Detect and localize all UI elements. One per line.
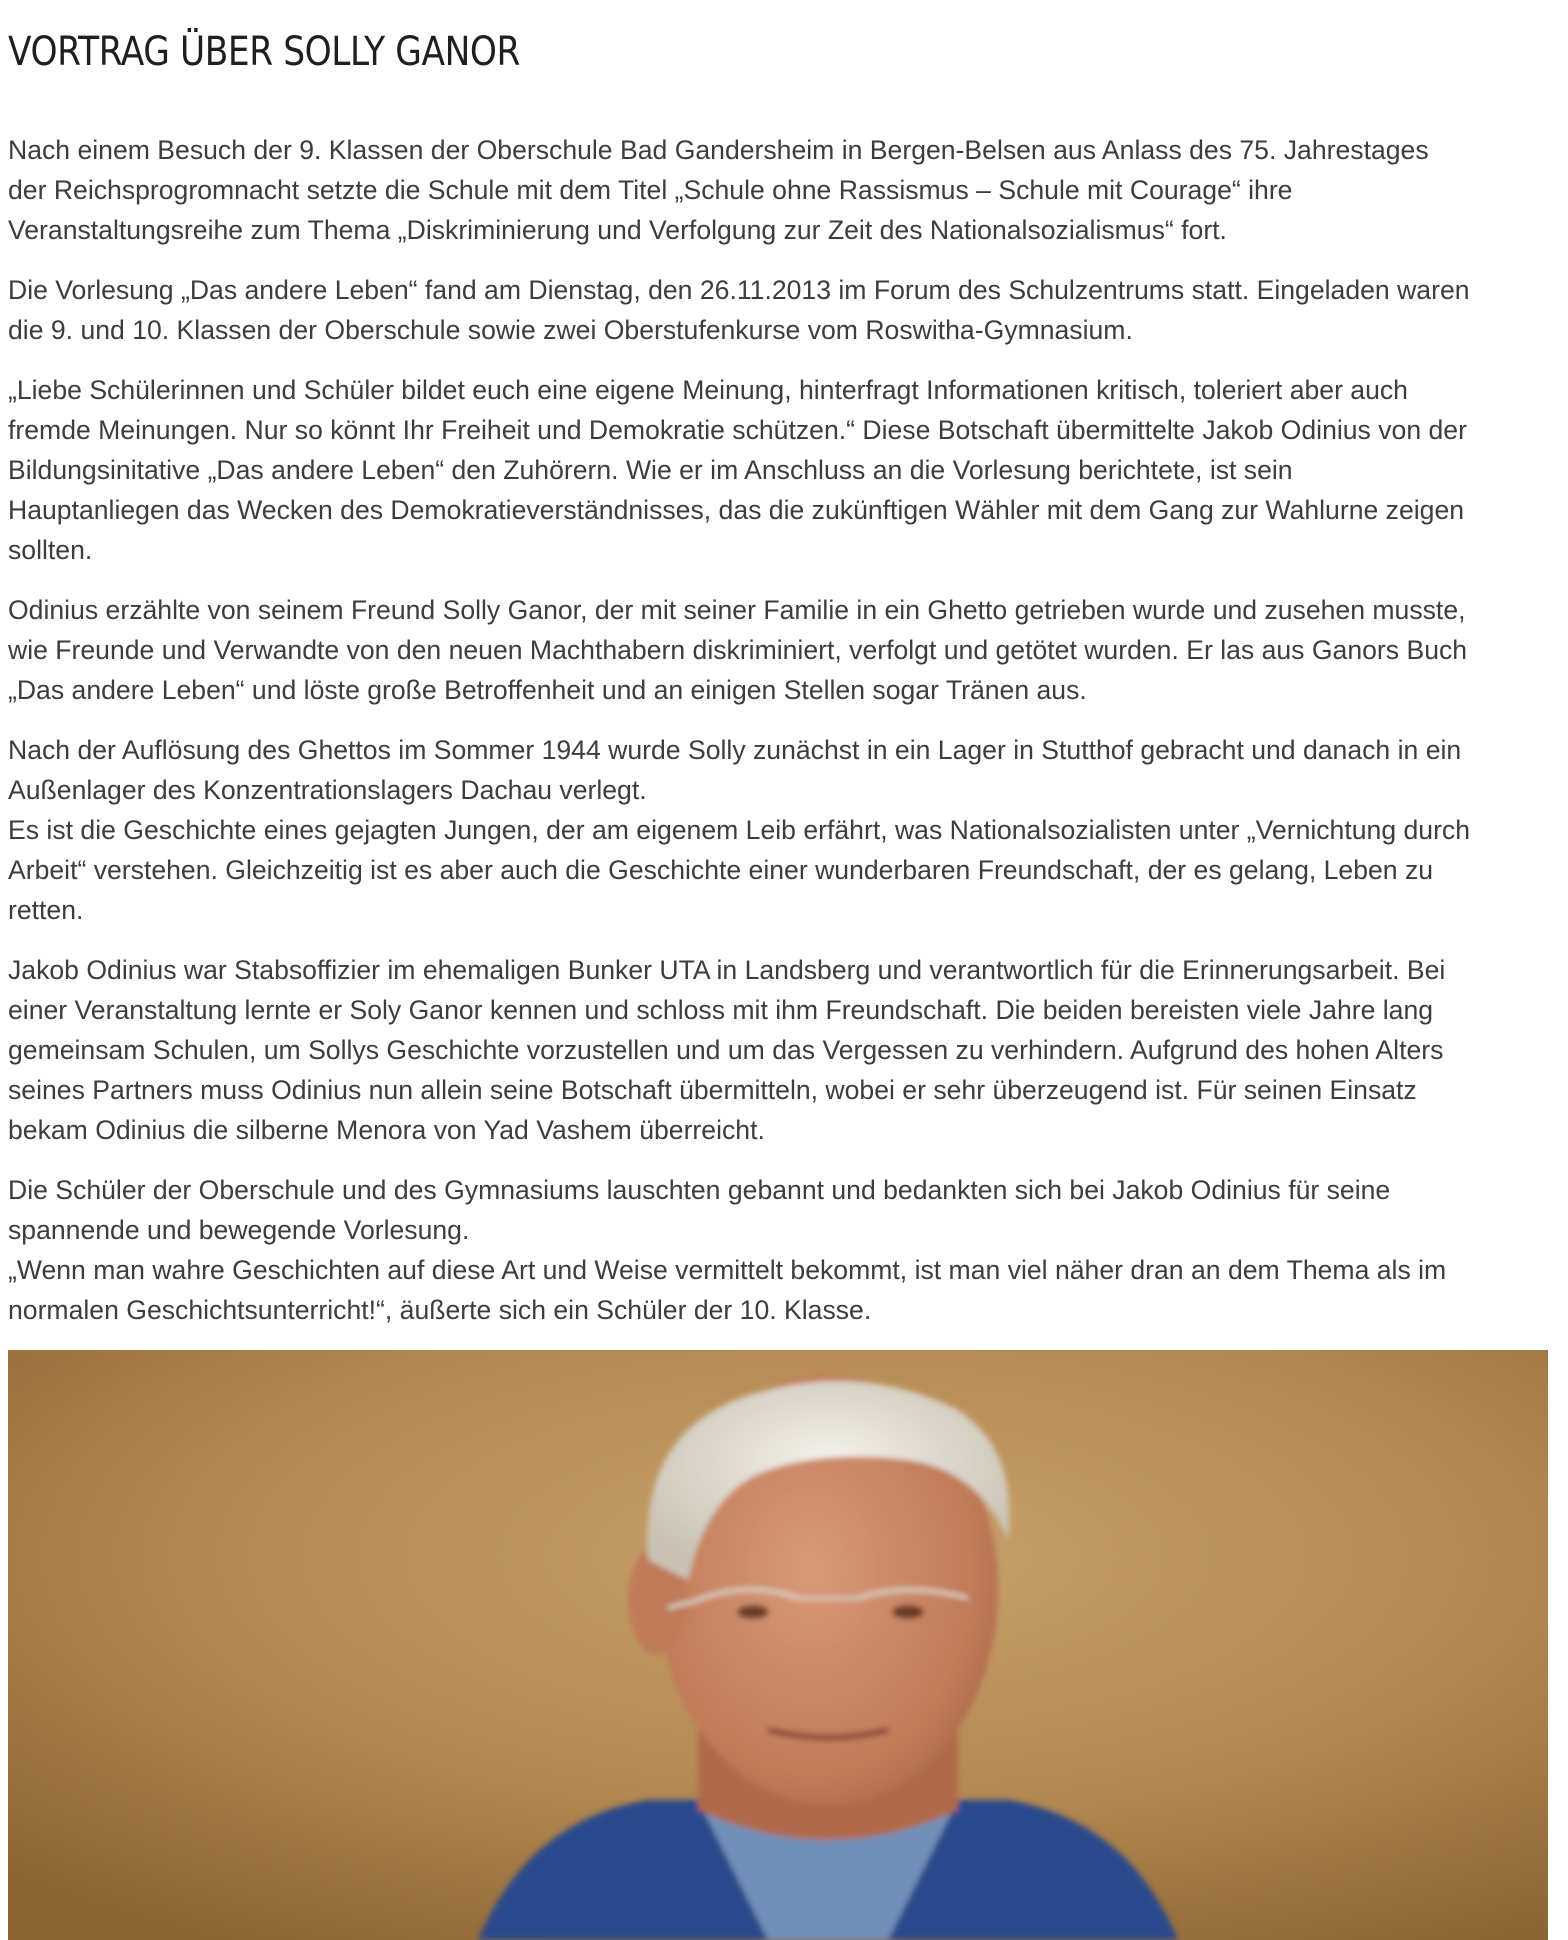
text-line: „Liebe Schülerinnen und Schüler bildet euch eine eigene Meinung, hinterfragt Informationen kritisch, toleriert aber auch [8,375,1408,405]
text-line: bekam Odinius die silberne Menora von Yad Vashem überreicht. [8,1115,765,1145]
paragraph [8,370,1553,570]
paragraph [8,730,1553,930]
text-line: Odinius erzählte von seinem Freund Solly Ganor, der mit seiner Familie in ein Ghetto getrieben wurde und zusehen musste, [8,595,1466,625]
speaker-photo [8,1350,1548,1940]
text-line: Die Vorlesung „Das andere Leben“ fand am Dienstag, den 26.11.2013 im Forum des Schulzentrums statt. Eingeladen waren [8,275,1470,305]
text-line: Hauptanliegen das Wecken des Demokratieverständnisses, das die zukünftigen Wähler mit dem Gang zur Wahlurne zeigen [8,495,1465,525]
text-line: normalen Geschichtsunterricht!“, äußerte sich ein Schüler der 10. Klasse. [8,1295,872,1325]
article-body [8,130,1553,1350]
text-line: sollten. [8,535,93,565]
text-line: seines Partners muss Odinius nun allein seine Botschaft übermitteln, wobei er sehr überzeugend ist. Für seinen Einsatz [8,1075,1417,1105]
text-line: einer Veranstaltung lernte er Soly Ganor kennen und schloss mit ihm Freundschaft. Die beiden bereisten viele Jahre lang [8,995,1434,1025]
text-line: gemeinsam Schulen, um Sollys Geschichte vorzustellen und um das Vergessen zu verhindern. Aufgrund des hohen Alters [8,1035,1444,1065]
text-line: Die Schüler der Oberschule und des Gymnasiums lauschten gebannt und bedankten sich bei Jakob Odinius für seine [8,1175,1391,1205]
text-line: „Das andere Leben“ und löste große Betroffenheit und an einigen Stellen sogar Tränen aus. [8,675,1087,705]
text-line: die 9. und 10. Klassen der Oberschule sowie zwei Oberstufenkurse vom Roswitha-Gymnasium. [8,315,1133,345]
text-line: wie Freunde und Verwandte von den neuen Machthabern diskriminiert, verfolgt und getötet wurden. Er las aus Ganors Buch [8,635,1468,665]
text-line: Nach der Auflösung des Ghettos im Sommer 1944 wurde Solly zunächst in ein Lager in Stutthof gebracht und danach in ein [8,735,1462,765]
text-line: Jakob Odinius war Stabsoffizier im ehemaligen Bunker UTA in Landsberg und verantwortlich für die Erinnerungsarbeit. Bei [8,955,1446,985]
text-line: spannende und bewegende Vorlesung. [8,1215,470,1245]
paragraph [8,270,1553,350]
paragraph [8,590,1553,710]
text-line: Nach einem Besuch der 9. Klassen der Oberschule Bad Gandersheim in Bergen-Belsen aus Anlass des 75. Jahrestages [8,135,1429,165]
page-title: VORTRAG ÜBER SOLLY GANOR [8,29,520,75]
text-line: fremde Meinungen. Nur so könnt Ihr Freiheit und Demokratie schützen.“ Diese Botschaft übermittelte Jakob Odinius von der [8,415,1467,445]
text-line: Es ist die Geschichte eines gejagten Jungen, der am eigenem Leib erfährt, was Nationalsozialisten unter „Vernichtung durch [8,815,1471,845]
paragraph [8,1170,1553,1330]
text-line: Außenlager des Konzentrationslagers Dachau verlegt. [8,775,647,805]
paragraph [8,130,1553,250]
text-line: der Reichsprogromnacht setzte die Schule mit dem Titel „Schule ohne Rassismus – Schule mit Courage“ ihre [8,175,1293,205]
text-line: Veranstaltungsreihe zum Thema „Diskriminierung und Verfolgung zur Zeit des Nationalsozialismus“ fort. [8,215,1227,245]
text-line: Bildungsinitative „Das andere Leben“ den Zuhörern. Wie er im Anschluss an die Vorlesung berichtete, ist sein [8,455,1293,485]
text-line: Arbeit“ verstehen. Gleichzeitig ist es aber auch die Geschichte einer wunderbaren Freundschaft, der es gelang, Leben zu [8,855,1434,885]
paragraph [8,950,1553,1150]
text-line: retten. [8,895,84,925]
text-line: „Wenn man wahre Geschichten auf diese Art und Weise vermittelt bekommt, ist man viel näher dran an dem Thema als im [8,1255,1447,1285]
